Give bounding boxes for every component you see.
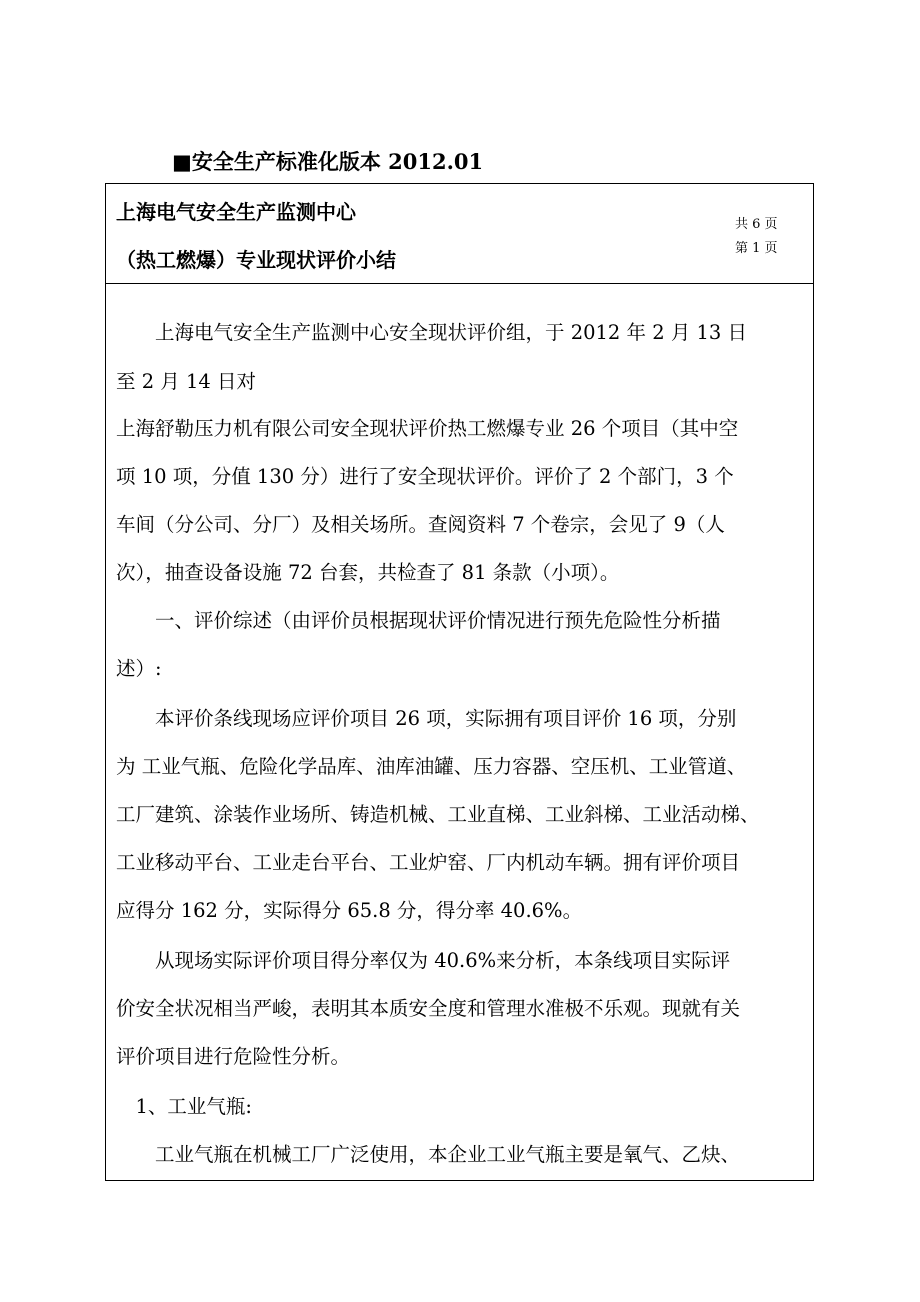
- body-line: 工厂建筑、涂装作业场所、铸造机械、工业直梯、工业斜梯、工业活动梯、: [116, 803, 760, 826]
- version-line: ■安全生产标准化版本 2012.01: [172, 149, 484, 174]
- body-line: 工业移动平台、工业走台平台、工业炉窑、厂内机动车辆。拥有评价项目: [116, 851, 741, 874]
- body-line: 上海舒勒压力机有限公司安全现状评价热工燃爆专业 26 个项目（其中空: [116, 417, 739, 440]
- summary-table: [105, 183, 814, 1181]
- body-line: 述）:: [116, 657, 162, 680]
- body-line: 至 2 月 14 日对: [116, 370, 257, 393]
- body-line: 一、评价综述（由评价员根据现状评价情况进行预先危险性分析描: [116, 609, 721, 632]
- body-line: 次），抽查设备设施 72 台套，共检查了 81 条款（小项）。: [116, 561, 620, 584]
- body-line: 从现场实际评价项目得分率仅为 40.6%来分析，本条线项目实际评: [116, 949, 731, 972]
- page-total: 共 6 页: [735, 217, 778, 232]
- body-line: 应得分 162 分，实际得分 65.8 分，得分率 40.6%。: [116, 899, 583, 922]
- summary-title: （热工燃爆）专业现状评价小结: [116, 248, 396, 272]
- body-line: 工业气瓶在机械工厂广泛使用，本企业工业气瓶主要是氧气、乙炔、: [116, 1143, 741, 1166]
- body-line: 本评价条线现场应评价项目 26 项，实际拥有项目评价 16 项，分别: [116, 707, 737, 730]
- body-line: 1、工业气瓶:: [116, 1095, 252, 1118]
- body-line: 价安全状况相当严峻，表明其本质安全度和管理水准极不乐观。现就有关: [116, 997, 741, 1020]
- body-line: 项 10 项，分值 130 分）进行了安全现状评价。评价了 2 个部门，3 个: [116, 465, 734, 488]
- body-line: 上海电气安全生产监测中心安全现状评价组，于 2012 年 2 月 13 日: [116, 321, 748, 344]
- body-line: 为 工业气瓶、危险化学品库、油库油罐、压力容器、空压机、工业管道、: [116, 755, 747, 778]
- body-line: 评价项目进行危险性分析。: [116, 1045, 351, 1068]
- table-header-row: [106, 184, 813, 284]
- page-current: 第 1 页: [735, 241, 778, 256]
- body-line: 车间（分公司、分厂）及相关场所。查阅资料 7 个卷宗，会见了 9（人: [116, 513, 725, 536]
- org-name: 上海电气安全生产监测中心: [116, 200, 356, 224]
